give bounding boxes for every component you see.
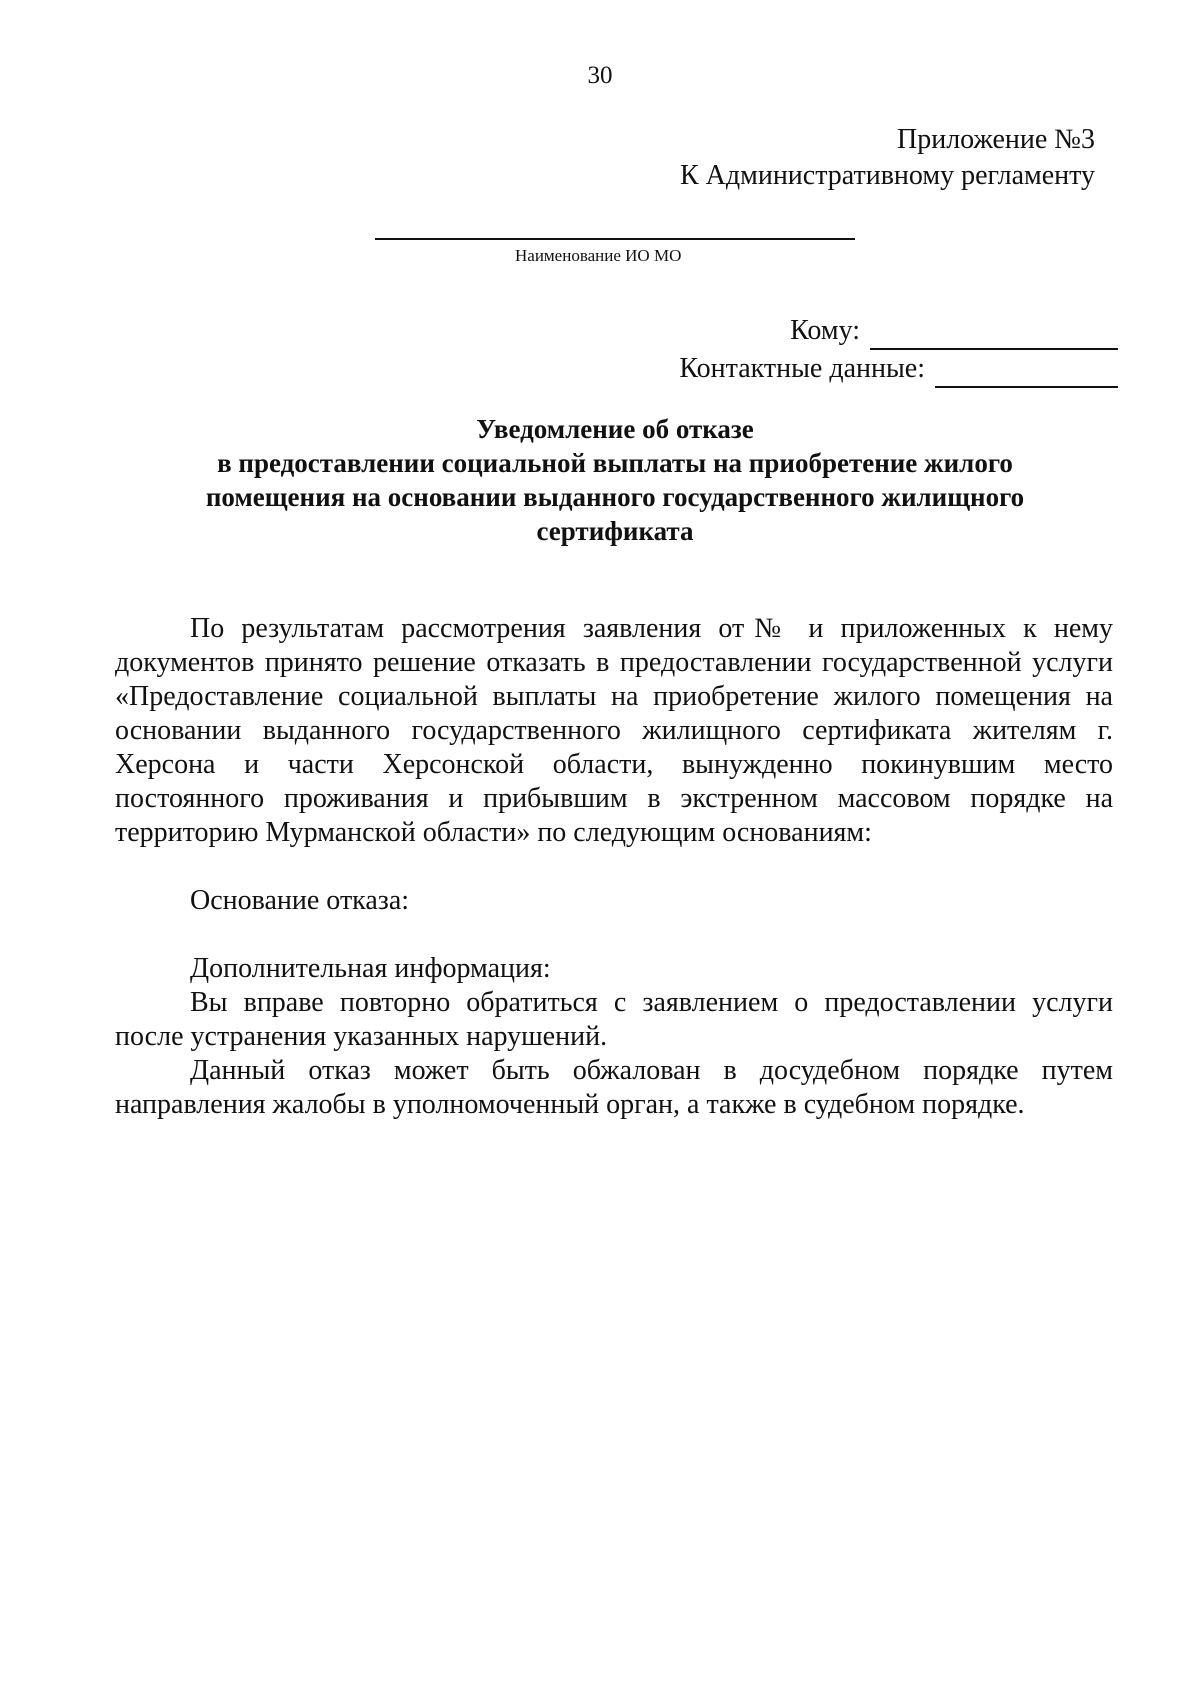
- appendix-number: Приложение №3: [897, 124, 1095, 155]
- recipient-contacts-blank: [935, 358, 1118, 388]
- document-title: [120, 412, 1110, 548]
- spacer: [115, 850, 1113, 884]
- document-body: [115, 612, 1113, 1122]
- organization-caption: Наименование ИО МО: [515, 246, 682, 265]
- spacer: [115, 918, 1113, 952]
- recipient-to-blank: [870, 320, 1118, 350]
- title-line-1: Уведомление об отказе: [476, 414, 754, 444]
- appendix-reference: К Административному регламенту: [679, 160, 1095, 191]
- recipient-to-label: Кому:: [790, 315, 860, 346]
- appendix-header: [680, 122, 1095, 194]
- recipient-to-row: [679, 312, 1118, 350]
- appeal-paragraph: Данный отказ может быть обжалован в досудебном порядке путем направления жалобы в уполномоченный орган, а также в судебном порядке.: [115, 1055, 1113, 1120]
- additional-info-label: Дополнительная информация:: [190, 953, 551, 984]
- page-number: 30: [587, 62, 613, 89]
- title-line-3: помещения на основании выданного государственного жилищного: [205, 482, 1025, 512]
- recipient-block: [679, 312, 1118, 388]
- organization-block: [375, 238, 855, 266]
- recipient-contacts-label: Контактные данные:: [679, 353, 925, 384]
- title-line-2: в предоставлении социальной выплаты на приобретение жилого: [217, 448, 1013, 478]
- reapply-paragraph: Вы вправе повторно обратиться с заявлением о предоставлении услуги после устранения указанных нарушений.: [115, 987, 1113, 1052]
- organization-name-line: [375, 238, 855, 240]
- decision-paragraph: По результатам рассмотрения заявления от№ и приложенных к нему документов принято решение отказать в предоставлении государственной услуги «Предоставление социальной выплаты на приобретение жилого помещения на основании выданного государственного жилищного сертификата жителям г. Херсона и части Херсонской области, вынужденно покинувшим место постоянного проживания и прибывшим в экстренном массовом порядке на территорию Мурманской области» по следующим основаниям:: [115, 613, 1113, 848]
- title-line-4: сертификата: [536, 516, 694, 546]
- recipient-contacts-row: [679, 350, 1118, 388]
- refusal-basis-label: Основание отказа:: [190, 885, 410, 916]
